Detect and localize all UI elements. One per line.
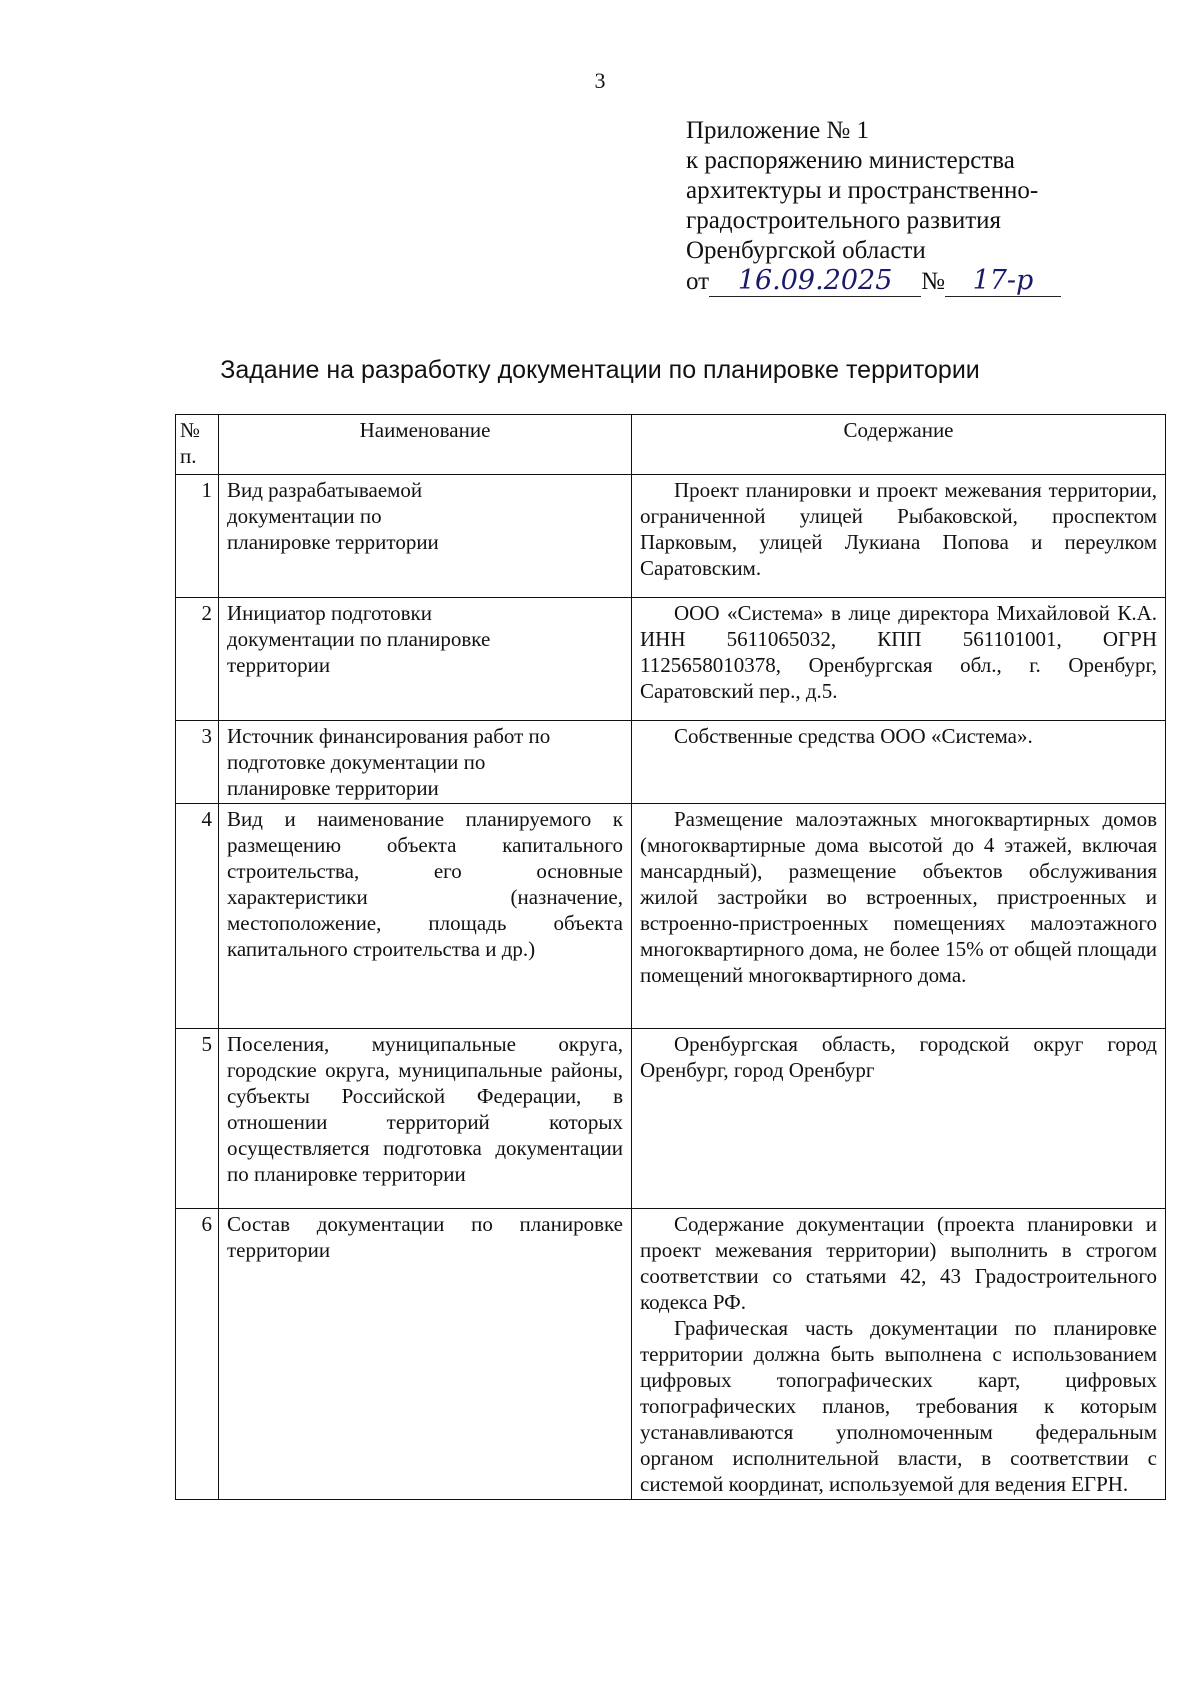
- row-number: 6: [176, 1209, 219, 1500]
- row-content: [632, 598, 1166, 721]
- table-row: [176, 475, 1166, 598]
- page-number: 3: [594, 68, 606, 93]
- row-name-text: Инициатор подготовки документации по планировке территории: [227, 601, 491, 677]
- row-content-text: Проект планировки и проект межевания территории, ограниченной улицей Рыбаковской, проспектом Парковым, улицей Лукиана Попова и переулком Саратовским.: [640, 478, 1157, 580]
- row-name: [219, 804, 632, 1029]
- row-content: [632, 475, 1166, 598]
- appendix-line: градостроительного развития: [686, 207, 1002, 234]
- header-num: № п.: [176, 415, 219, 475]
- row-name: [219, 1209, 632, 1500]
- row-name-text: Состав документации по планировке территории: [227, 1212, 623, 1262]
- number-label: №: [921, 268, 945, 295]
- from-label: от: [686, 268, 710, 295]
- row-name-text: Вид разрабатываемой документации по планировке территории: [227, 478, 439, 554]
- table-header-row: [176, 415, 1166, 475]
- table-row: [176, 598, 1166, 721]
- document-title: Задание на разработку документации по планировке территории: [220, 356, 980, 384]
- row-name-text: Поселения, муниципальные округа, городские округа, муниципальные районы, субъекты Российской Федерации, в отношении территорий которых осуществляется подготовка документации по планировке территории: [227, 1032, 623, 1186]
- row-content: [632, 1209, 1166, 1500]
- handwritten-date: 16.09.2025: [709, 266, 921, 297]
- header-content: Содержание: [632, 415, 1166, 475]
- row-name-text: Источник финансирования работ по подготовке документации по планировке территории: [227, 724, 551, 800]
- row-name: [219, 1029, 632, 1209]
- order-date-number-line: [686, 266, 1061, 297]
- appendix-line: Приложение № 1: [686, 117, 870, 144]
- table-row: [176, 804, 1166, 1029]
- table-row: [176, 1209, 1166, 1500]
- row-content-text: Собственные средства ООО «Система».: [674, 724, 1033, 748]
- row-content-text: Содержание документации (проекта планировки и проект межевания территории) выполнить в строгом соответствии со статьями 42, 43 Градостроительного кодекса РФ.: [640, 1212, 1157, 1314]
- appendix-line: архитектуры и пространственно-: [686, 177, 1039, 204]
- row-content-text: Графическая часть документации по планировке территории должна быть выполнена с использованием цифровых топографических карт, цифровых топографических планов, требования к которым устанавливаются уполномоченным федеральным органом исполнительной власти, в соответствии с системой координат, используемой для ведения ЕГРН.: [640, 1316, 1157, 1496]
- row-name-text: Вид и наименование планируемого к размещению объекта капитального строительства, его основные характеристики (назначение, местоположение, площадь объекта капитального строительства и др.): [227, 807, 623, 961]
- table-row: [176, 1029, 1166, 1209]
- task-table: [175, 414, 1166, 1500]
- appendix-header: [686, 116, 1061, 297]
- table-row: [176, 721, 1166, 804]
- row-name: [219, 598, 632, 721]
- row-name: [219, 475, 632, 598]
- row-content-text: Размещение малоэтажных многоквартирных домов (многоквартирные дома высотой до 4 этажей, включая мансардный), размещение объектов обслуживания жилой застройки во встроенных, пристроенных и встроенно-пристроенных помещениях малоэтажного многоквартирного дома, не более 15% от общей площади помещений многоквартирного дома.: [640, 807, 1157, 987]
- row-content: [632, 804, 1166, 1029]
- row-number: 4: [176, 804, 219, 1029]
- row-number: 5: [176, 1029, 219, 1209]
- row-content-text: Оренбургская область, городской округ город Оренбург, город Оренбург: [640, 1032, 1157, 1082]
- row-content-text: ООО «Система» в лице директора Михайловой К.А. ИНН 5611065032, КПП 561101001, ОГРН 1125658010378, Оренбургская обл., г. Оренбург, Саратовский пер., д.5.: [640, 601, 1157, 703]
- row-number: 3: [176, 721, 219, 804]
- row-number: 2: [176, 598, 219, 721]
- appendix-line: Оренбургской области: [686, 237, 926, 264]
- row-name: [219, 721, 632, 804]
- row-content: [632, 721, 1166, 804]
- header-name: Наименование: [219, 415, 632, 475]
- row-content: [632, 1029, 1166, 1209]
- row-number: 1: [176, 475, 219, 598]
- handwritten-number: 17-р: [945, 266, 1061, 297]
- appendix-line: к распоряжению министерства: [686, 147, 1015, 174]
